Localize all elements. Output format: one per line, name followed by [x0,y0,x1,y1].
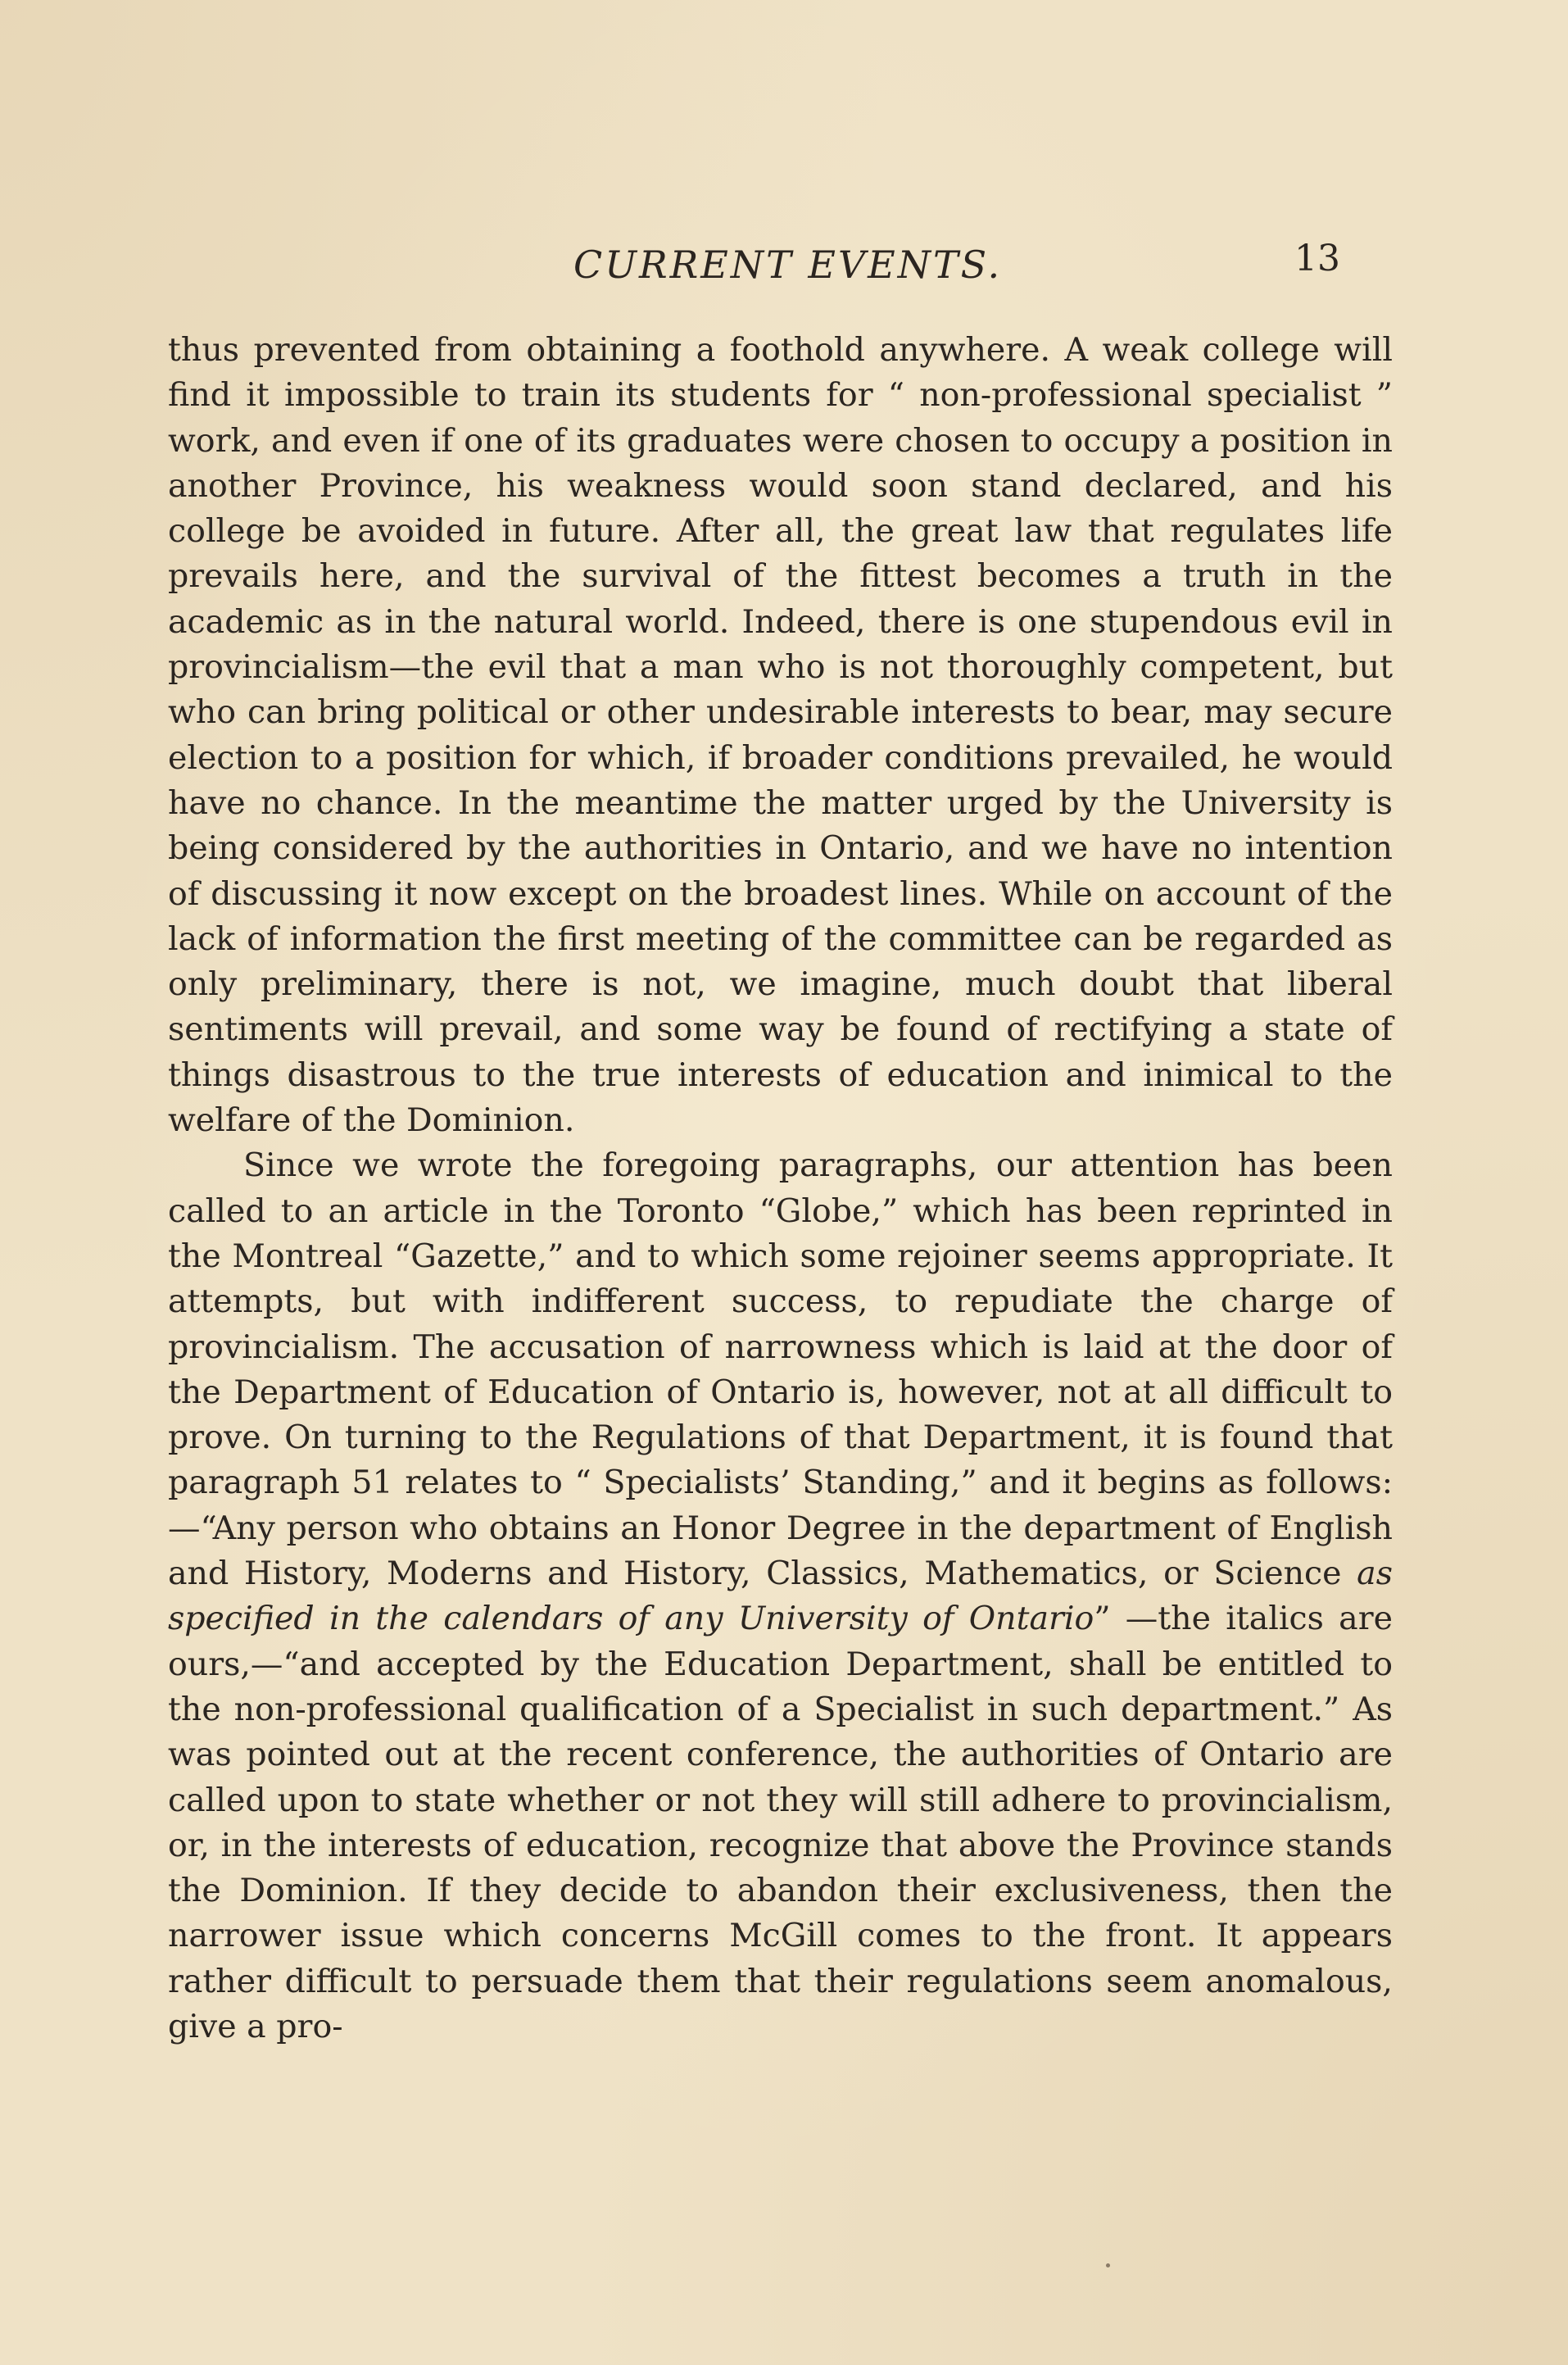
body-text [168,328,1393,2050]
paragraph-2 [168,1143,1393,2050]
paragraph-2-text-a: Since we wrote the foregoing paragraphs, our attention has been called to an article in the Toronto “Globe,” which has been reprinted in the Montreal “Gazette,” and to which some rejoiner seems appropriate. It attempts, but with indifferent success, to repudiate the charge of provincialism. The accusation of narrowness which is laid at the door of the Department of Education of Ontario is, however, not at all difficult to prove. On turning to the Regulations of that Department, it is found that paragraph 51 relates to “ Specialists’ Standing,” and it begins as follows:—“Any person who obtains an Honor Degree in the department of English and History, Moderns and History, Classics, Mathematics, or Science [168,1146,1393,1593]
page-number: 13 [1294,238,1340,279]
paper-speck [1106,2263,1110,2267]
paragraph-2-text-b: ” —the italics are ours,—“and accepted by the Education Department, shall be entitled to the non-professional qualification of a Specialist in such department.” As was pointed out at the recent conference, the authorities of Ontario are called upon to state whether or not they will still adhere to provincialism, or, in the interests of education, recognize that above the Province stands the Dominion. If they decide to abandon their exclusiveness, then the narrower issue which concerns McGill comes to the front. It appears rather difficult to persuade them that their regulations seem anomalous, give a pro- [168,1600,1393,2045]
italic-quotation: as specified in the calendars of any University of Ontario [168,1555,1393,1638]
running-head: CURRENT EVENTS. [573,243,1003,287]
paragraph-1: thus prevented from obtaining a foothold anywhere. A weak college will find it impossible to train its students for “ non-professional specialist ” work, and even if one of its graduates were chosen to occupy a position in another Province, his weakness would soon stand declared, and his college be avoided in future. After all, the great law that regulates life prevails here, and the survival of the fittest becomes a truth in the academic as in the natural world. Indeed, there is one stupendous evil in provincialism—the evil that a man who is not thoroughly competent, but who can bring political or other undesirable interests to bear, may secure election to a position for which, if broader conditions prevailed, he would have no chance. In the meantime the matter urged by the University is being considered by the authorities in Ontario, and we have no intention of discussing it now except on the broadest lines. While on account of the lack of information the first meeting of the committee can be regarded as only preliminary, there is not, we imagine, much doubt that liberal sentiments will prevail, and some way be found of rectifying a state of things disastrous to the true interests of education and inimical to the welfare of the Dominion. [168,331,1393,1140]
